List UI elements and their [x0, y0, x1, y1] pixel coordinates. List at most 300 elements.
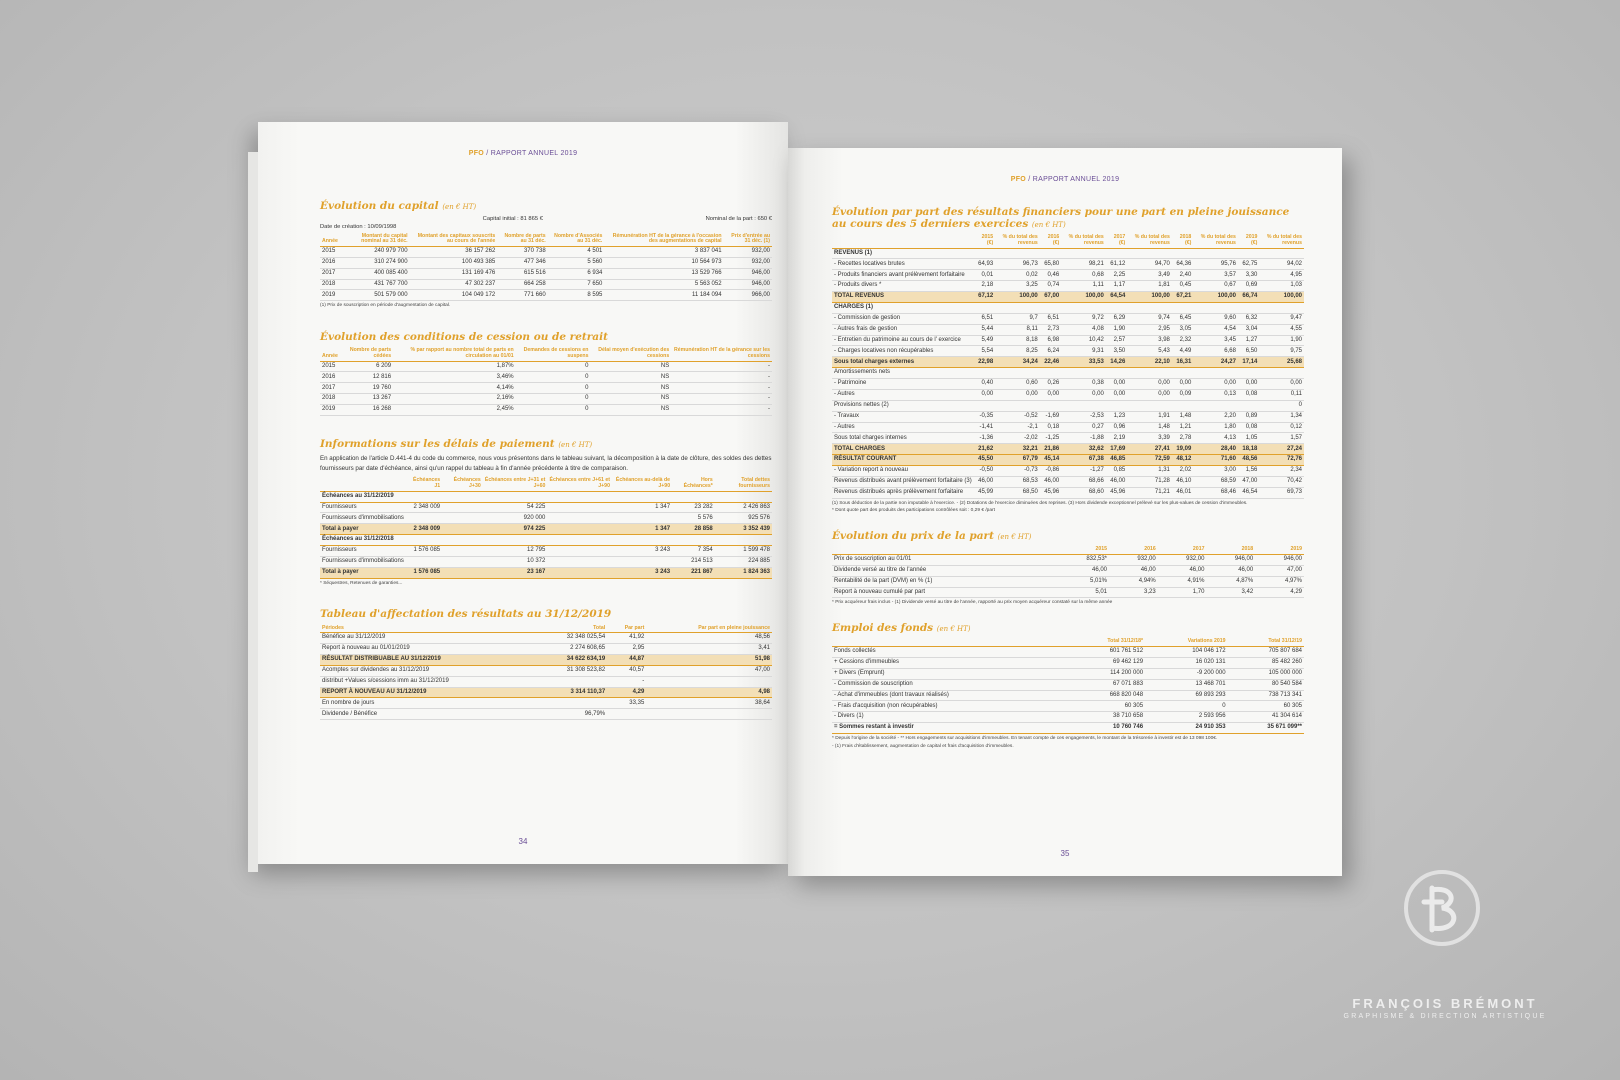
- column-header: Prix d'entrée au 31 déc. (1): [724, 233, 772, 247]
- table-row: [832, 324, 1304, 335]
- table-cell: 5,54: [974, 346, 995, 357]
- table-cell: 3,41: [646, 644, 772, 655]
- table-cell: 98,21: [1061, 259, 1106, 270]
- table-cell: 7 650: [548, 279, 605, 290]
- page-number-right: 35: [1060, 849, 1070, 858]
- table-cell: 2,20: [1193, 411, 1238, 422]
- table-cell: 69 462 129: [1067, 657, 1145, 668]
- table-cell: 925 576: [715, 513, 772, 524]
- table-cell: [1193, 368, 1238, 379]
- table-cell: [1040, 248, 1061, 259]
- table-cell: NS: [590, 361, 671, 372]
- table-row: [320, 246, 772, 257]
- capital-meta: [320, 216, 772, 223]
- table-cell: 477 346: [497, 257, 547, 268]
- column-header: Échéances entre J+61 et J+90: [547, 477, 612, 491]
- running-header: [258, 150, 788, 157]
- table-cell: 615 516: [497, 268, 547, 279]
- table-cell: RÉSULTAT DISTRIBUABLE AU 31/12/2019: [320, 654, 537, 665]
- table-cell: 68,50: [995, 487, 1040, 498]
- column-header: 2016 (€): [1040, 234, 1061, 248]
- table-cell: 1,48: [1172, 411, 1193, 422]
- table-cell: 31 308 523,82: [537, 665, 607, 676]
- column-header: Demandes de cessions en suspens: [516, 347, 591, 361]
- table-cell: [537, 698, 607, 709]
- table-cell: 0,45: [1172, 281, 1193, 292]
- table-cell: -1,25: [1040, 433, 1061, 444]
- table-cell: 2015: [320, 361, 340, 372]
- table-cell: 2 274 608,65: [537, 644, 607, 655]
- table-cell: -2,53: [1061, 411, 1106, 422]
- table-cell: 60 305: [1067, 701, 1145, 712]
- table-cell: 10,42: [1061, 335, 1106, 346]
- column-header: Rémunération HT de la gérance à l'occasion des augmentations de capital: [604, 233, 723, 247]
- table-cell: 48,56: [1238, 455, 1259, 466]
- table-cell: 3,00: [1193, 466, 1238, 477]
- table-cell: [607, 709, 646, 720]
- table-row: [320, 502, 772, 513]
- table-cell: 8,11: [995, 324, 1040, 335]
- table-row: [832, 368, 1304, 379]
- table-row: [832, 259, 1304, 270]
- table-cell: 66,74: [1238, 292, 1259, 303]
- table-cell: 1,48: [1127, 422, 1172, 433]
- table-row: [320, 665, 772, 676]
- table-cell: [547, 491, 612, 502]
- table-cell: 2015: [320, 246, 340, 257]
- table-cell: 0,00: [1172, 379, 1193, 390]
- table-cell: 3 837 041: [604, 246, 723, 257]
- table-cell: Sous total charges internes: [832, 433, 974, 444]
- column-header: Hors Échéances*: [672, 477, 715, 491]
- table-cell: -: [671, 383, 772, 394]
- table-cell: 4,49: [1172, 346, 1193, 357]
- table-cell: 2018: [320, 394, 340, 405]
- table-cell: 14,26: [1106, 357, 1127, 368]
- header-brand: PFO: [468, 150, 485, 157]
- table-cell: 71,60: [1193, 455, 1238, 466]
- table-row: [832, 668, 1304, 679]
- table-cell: - Autres frais de gestion: [832, 324, 974, 335]
- capital-header-row: [320, 233, 772, 247]
- table-cell: 0,00: [1259, 379, 1304, 390]
- table-cell: 9,31: [1061, 346, 1106, 357]
- table-cell: [1106, 400, 1127, 411]
- table-cell: 771 660: [497, 290, 547, 301]
- table-cell: [715, 491, 772, 502]
- resultats-section: [832, 206, 1304, 514]
- table-cell: - Commission de souscription: [832, 679, 1067, 690]
- table-cell: [1193, 400, 1238, 411]
- table-cell: 1,05: [1238, 433, 1259, 444]
- table-cell: 10 372: [483, 556, 548, 567]
- table-cell: 1,70: [1158, 587, 1207, 598]
- table-cell: 0,00: [974, 389, 995, 400]
- right-page: [788, 148, 1342, 876]
- table-cell: 3,30: [1238, 270, 1259, 281]
- table-cell: 1,17: [1106, 281, 1127, 292]
- table-cell: 44,87: [607, 654, 646, 665]
- table-cell: 6,98: [1040, 335, 1061, 346]
- affectation-header-row: [320, 625, 772, 633]
- table-cell: 0,96: [1106, 422, 1127, 433]
- table-cell: [715, 535, 772, 546]
- table-cell: 3 352 439: [715, 524, 772, 535]
- column-header: Nombre d'Associés au 31 déc.: [548, 233, 605, 247]
- table-cell: 13 468 701: [1145, 679, 1228, 690]
- table-row: [832, 487, 1304, 498]
- table-cell: [1193, 302, 1238, 313]
- table-row: [320, 361, 772, 372]
- table-cell: - Produits financiers avant prélèvement forfaitaire: [832, 270, 974, 281]
- table-cell: 19 760: [340, 383, 393, 394]
- table-cell: [1172, 368, 1193, 379]
- table-cell: 10 564 973: [604, 257, 723, 268]
- column-header: Montant du capital nominal au 31 déc.: [340, 233, 410, 247]
- fonds-table: [832, 638, 1304, 734]
- table-cell: 46,00: [1055, 565, 1109, 576]
- table-cell: 24 910 353: [1145, 723, 1228, 734]
- table-cell: 18,18: [1238, 444, 1259, 455]
- table-cell: - Commission de gestion: [832, 313, 974, 324]
- table-cell: 46,01: [1172, 487, 1193, 498]
- column-header: Par part: [607, 625, 646, 633]
- table-cell: 370 738: [497, 246, 547, 257]
- table-cell: 32 348 025,54: [537, 633, 607, 644]
- table-cell: [1238, 302, 1259, 313]
- table-cell: 0,00: [1193, 379, 1238, 390]
- table-cell: 5,01%: [1055, 576, 1109, 587]
- table-cell: 27,41: [1127, 444, 1172, 455]
- table-cell: 1,21: [1172, 422, 1193, 433]
- table-cell: [1259, 368, 1304, 379]
- table-cell: 13 267: [340, 394, 393, 405]
- table-row: [832, 455, 1304, 466]
- column-header: Par part en pleine jouissance: [646, 625, 772, 633]
- fonds-header-row: [832, 638, 1304, 646]
- table-cell: 33,53: [1061, 357, 1106, 368]
- table-cell: 80 540 584: [1228, 679, 1304, 690]
- table-row: [832, 565, 1304, 576]
- column-header: Total: [537, 625, 607, 633]
- table-cell: - Divers (1): [832, 712, 1067, 723]
- table-row: [832, 701, 1304, 712]
- table-cell: 932,00: [724, 246, 772, 257]
- affectation-table: [320, 625, 772, 721]
- table-cell: 45,99: [974, 487, 995, 498]
- table-cell: [547, 546, 612, 557]
- table-cell: 61,12: [1106, 259, 1127, 270]
- table-cell: [1040, 400, 1061, 411]
- table-cell: 17,69: [1106, 444, 1127, 455]
- table-cell: [483, 491, 548, 502]
- table-cell: 1,56: [1238, 466, 1259, 477]
- table-cell: Dividende / Bénéfice: [320, 709, 537, 720]
- table-cell: 2,25: [1106, 270, 1127, 281]
- table-cell: 27,24: [1259, 444, 1304, 455]
- column-header: Rémunération HT de la gérance sur les cessions: [671, 347, 772, 361]
- table-cell: 100 493 385: [410, 257, 498, 268]
- table-cell: TOTAL REVENUS: [832, 292, 974, 303]
- table-cell: Échéances au 31/12/2019: [320, 491, 406, 502]
- table-cell: 5,49: [974, 335, 995, 346]
- table-cell: -2,02: [995, 433, 1040, 444]
- table-cell: 21,62: [974, 444, 995, 455]
- table-cell: 3,05: [1172, 324, 1193, 335]
- table-row: [832, 346, 1304, 357]
- column-header: Échéances entre J+31 et J+60: [483, 477, 548, 491]
- column-header: % par rapport au nombre total de parts en circulation au 01/01: [393, 347, 516, 361]
- table-cell: 0,00: [1106, 379, 1127, 390]
- table-cell: 2,02: [1172, 466, 1193, 477]
- table-cell: 45,96: [1040, 487, 1061, 498]
- table-cell: 2,95: [607, 644, 646, 655]
- column-header: Variations 2019: [1145, 638, 1228, 646]
- table-cell: 36 157 262: [410, 246, 498, 257]
- table-cell: [974, 248, 995, 259]
- capital-creation: Date de création : 10/09/1998: [320, 224, 397, 231]
- table-cell: + Divers (Emprunt): [832, 668, 1067, 679]
- table-cell: 946,00: [1206, 554, 1255, 565]
- capital-table: [320, 233, 772, 302]
- table-cell: -1,41: [974, 422, 995, 433]
- table-cell: 240 979 700: [340, 246, 410, 257]
- table-cell: 22,46: [1040, 357, 1061, 368]
- table-cell: 601 761 512: [1067, 647, 1145, 658]
- table-cell: 46,54: [1238, 487, 1259, 498]
- table-cell: 85 482 260: [1228, 657, 1304, 668]
- table-cell: [442, 513, 483, 524]
- table-row: [832, 466, 1304, 477]
- resultats-table: [832, 234, 1304, 499]
- table-cell: 932,00: [1158, 554, 1207, 565]
- table-cell: 3,25: [995, 281, 1040, 292]
- column-header: [832, 638, 1067, 646]
- table-cell: 3 243: [612, 546, 672, 557]
- table-cell: - Achat d'immeubles (dont travaux réalisés): [832, 690, 1067, 701]
- table-cell: 1,90: [1106, 324, 1127, 335]
- table-cell: -1,36: [974, 433, 995, 444]
- table-cell: Amortissements nets: [832, 368, 974, 379]
- table-cell: NS: [590, 383, 671, 394]
- table-cell: 28,40: [1193, 444, 1238, 455]
- table-cell: TOTAL CHARGES: [832, 444, 974, 455]
- table-cell: 69 893 293: [1145, 690, 1228, 701]
- table-cell: 0,27: [1061, 422, 1106, 433]
- table-cell: 48,56: [646, 633, 772, 644]
- table-cell: 0: [516, 372, 591, 383]
- table-cell: Revenus distribués avant prélèvement forfaitaire (3): [832, 476, 974, 487]
- table-cell: 71,28: [1127, 476, 1172, 487]
- table-cell: [1172, 400, 1193, 411]
- table-cell: 0,67: [1193, 281, 1238, 292]
- table-cell: 0: [516, 383, 591, 394]
- table-cell: 38,64: [646, 698, 772, 709]
- table-cell: Report à nouveau au 01/01/2019: [320, 644, 537, 655]
- table-cell: 6 209: [340, 361, 393, 372]
- table-row: [832, 422, 1304, 433]
- column-header: Périodes: [320, 625, 537, 633]
- table-cell: - Entretien du patrimoine au cours de l' exercice: [832, 335, 974, 346]
- table-cell: 34 622 634,19: [537, 654, 607, 665]
- table-cell: 46,00: [1109, 565, 1158, 576]
- table-cell: 65,80: [1040, 259, 1061, 270]
- table-cell: - Autres: [832, 422, 974, 433]
- table-cell: 0,00: [1040, 389, 1061, 400]
- table-row: [320, 546, 772, 557]
- table-cell: 6,68: [1193, 346, 1238, 357]
- table-cell: [995, 400, 1040, 411]
- table-cell: 1,34: [1259, 411, 1304, 422]
- table-cell: -2,1: [995, 422, 1040, 433]
- table-cell: 0,00: [1238, 379, 1259, 390]
- table-cell: 2,34: [1259, 466, 1304, 477]
- table-cell: [442, 567, 483, 578]
- table-row: [832, 270, 1304, 281]
- table-cell: 1,91: [1127, 411, 1172, 422]
- table-cell: 13 529 766: [604, 268, 723, 279]
- table-cell: 2,18: [974, 281, 995, 292]
- table-cell: 0,68: [1061, 270, 1106, 281]
- column-header: Échéances J+30: [442, 477, 483, 491]
- resultats-note-1: (1) Sous déduction de la partie non imputable à l'exercice. - (2) Dotations de l'exercice diminuées des reprises. (3) Hors dividende exceptionnel prélevé sur les plus-values de cession d'immeubles.: [832, 500, 1248, 506]
- table-cell: [672, 535, 715, 546]
- table-cell: Provisions nettes (2): [832, 400, 974, 411]
- table-cell: 4,08: [1061, 324, 1106, 335]
- table-row: [832, 281, 1304, 292]
- table-cell: + Cessions d'immeubles: [832, 657, 1067, 668]
- table-cell: [547, 524, 612, 535]
- table-cell: 1,11: [1061, 281, 1106, 292]
- table-cell: -: [671, 394, 772, 405]
- table-cell: 4,13: [1193, 433, 1238, 444]
- table-cell: 920 000: [483, 513, 548, 524]
- table-row: [320, 524, 772, 535]
- table-cell: - Variation report à nouveau: [832, 466, 974, 477]
- table-cell: [612, 491, 672, 502]
- table-cell: [547, 513, 612, 524]
- table-cell: 64,54: [1106, 292, 1127, 303]
- column-header: Total 31/12/18*: [1067, 638, 1145, 646]
- table-cell: Fournisseurs d'immobilisations: [320, 556, 406, 567]
- running-header-right: [788, 176, 1342, 183]
- header-separator-right: /: [1028, 176, 1031, 183]
- table-cell: [1127, 368, 1172, 379]
- table-cell: 1 347: [612, 502, 672, 513]
- capital-note: (1) Prix de souscription en période d'augmentation de capital.: [320, 303, 451, 309]
- table-cell: En nombre de jours: [320, 698, 537, 709]
- table-cell: 6 934: [548, 268, 605, 279]
- table-cell: 1 576 085: [406, 567, 442, 578]
- table-cell: 932,00: [724, 257, 772, 268]
- table-cell: [537, 676, 607, 687]
- table-cell: 64,36: [1172, 259, 1193, 270]
- affectation-title: Tableau d'affectation des résultats au 31/12/2019: [320, 608, 612, 621]
- table-cell: 100,00: [1061, 292, 1106, 303]
- table-cell: 4,55: [1259, 324, 1304, 335]
- table-cell: 54 225: [483, 502, 548, 513]
- table-cell: 3,45: [1193, 335, 1238, 346]
- capital-creation-row: [320, 224, 772, 231]
- table-cell: 46,10: [1172, 476, 1193, 487]
- table-row: [320, 257, 772, 268]
- table-cell: 3,50: [1106, 346, 1127, 357]
- table-cell: 1,23: [1106, 411, 1127, 422]
- table-row: [832, 679, 1304, 690]
- table-cell: Fonds collectés: [832, 647, 1067, 658]
- table-cell: [406, 513, 442, 524]
- brand-tagline: GRAPHISME & DIRECTION ARTISTIQUE: [1343, 1013, 1547, 1020]
- table-row: [320, 676, 772, 687]
- header-title-right: RAPPORT ANNUEL 2019: [1032, 176, 1120, 183]
- table-cell: 12 816: [340, 372, 393, 383]
- table-row: [832, 357, 1304, 368]
- table-cell: 0,00: [1106, 389, 1127, 400]
- prix-section: [832, 530, 1304, 606]
- header-separator: /: [486, 150, 489, 157]
- table-cell: 32,62: [1061, 444, 1106, 455]
- table-cell: -: [671, 372, 772, 383]
- column-header: [832, 234, 974, 248]
- table-cell: 21,86: [1040, 444, 1061, 455]
- table-cell: 46,00: [1106, 476, 1127, 487]
- table-cell: 67,79: [995, 455, 1040, 466]
- table-cell: 1,90: [1259, 335, 1304, 346]
- table-row: [832, 444, 1304, 455]
- table-cell: [1061, 302, 1106, 313]
- table-cell: 2 348 009: [406, 524, 442, 535]
- table-cell: 3 243: [612, 567, 672, 578]
- table-cell: Bénéfice au 31/12/2019: [320, 633, 537, 644]
- table-cell: 0,13: [1193, 389, 1238, 400]
- table-cell: 46,00: [974, 476, 995, 487]
- table-cell: 7 354: [672, 546, 715, 557]
- table-row: [832, 657, 1304, 668]
- table-cell: 2 348 009: [406, 502, 442, 513]
- table-cell: 3 314 110,37: [537, 687, 607, 698]
- table-cell: NS: [590, 372, 671, 383]
- table-cell: 1,81: [1127, 281, 1172, 292]
- table-row: [832, 576, 1304, 587]
- table-cell: -0,86: [1040, 466, 1061, 477]
- table-cell: 3,04: [1238, 324, 1259, 335]
- table-cell: 67,21: [1172, 292, 1193, 303]
- table-cell: [483, 535, 548, 546]
- column-header: Montant des capitaux souscrits au cours de l'année: [410, 233, 498, 247]
- table-cell: 4,54: [1193, 324, 1238, 335]
- table-cell: 131 169 476: [410, 268, 498, 279]
- table-cell: [995, 368, 1040, 379]
- column-header: % du total des revenus: [995, 234, 1040, 248]
- table-cell: 974 225: [483, 524, 548, 535]
- table-cell: 0,09: [1172, 389, 1193, 400]
- table-cell: 16,31: [1172, 357, 1193, 368]
- table-row: [832, 313, 1304, 324]
- table-cell: 0,12: [1259, 422, 1304, 433]
- resultats-note-2: * Dont quote part des produits des participations contrôlées soit : 0,29 € /part: [832, 508, 995, 514]
- fonds-section: [832, 622, 1304, 749]
- table-cell: 4,14%: [393, 383, 516, 394]
- table-cell: Report à nouveau cumulé par part: [832, 587, 1055, 598]
- table-cell: 4,95: [1259, 270, 1304, 281]
- table-cell: 0,38: [1061, 379, 1106, 390]
- header-brand-right: PFO: [1010, 176, 1027, 183]
- table-cell: Prix de souscription au 01/01: [832, 554, 1055, 565]
- table-cell: 22,98: [974, 357, 995, 368]
- table-cell: 2,40: [1172, 270, 1193, 281]
- table-row: [320, 383, 772, 394]
- capital-title: Évolution du capital (en € HT): [320, 200, 477, 212]
